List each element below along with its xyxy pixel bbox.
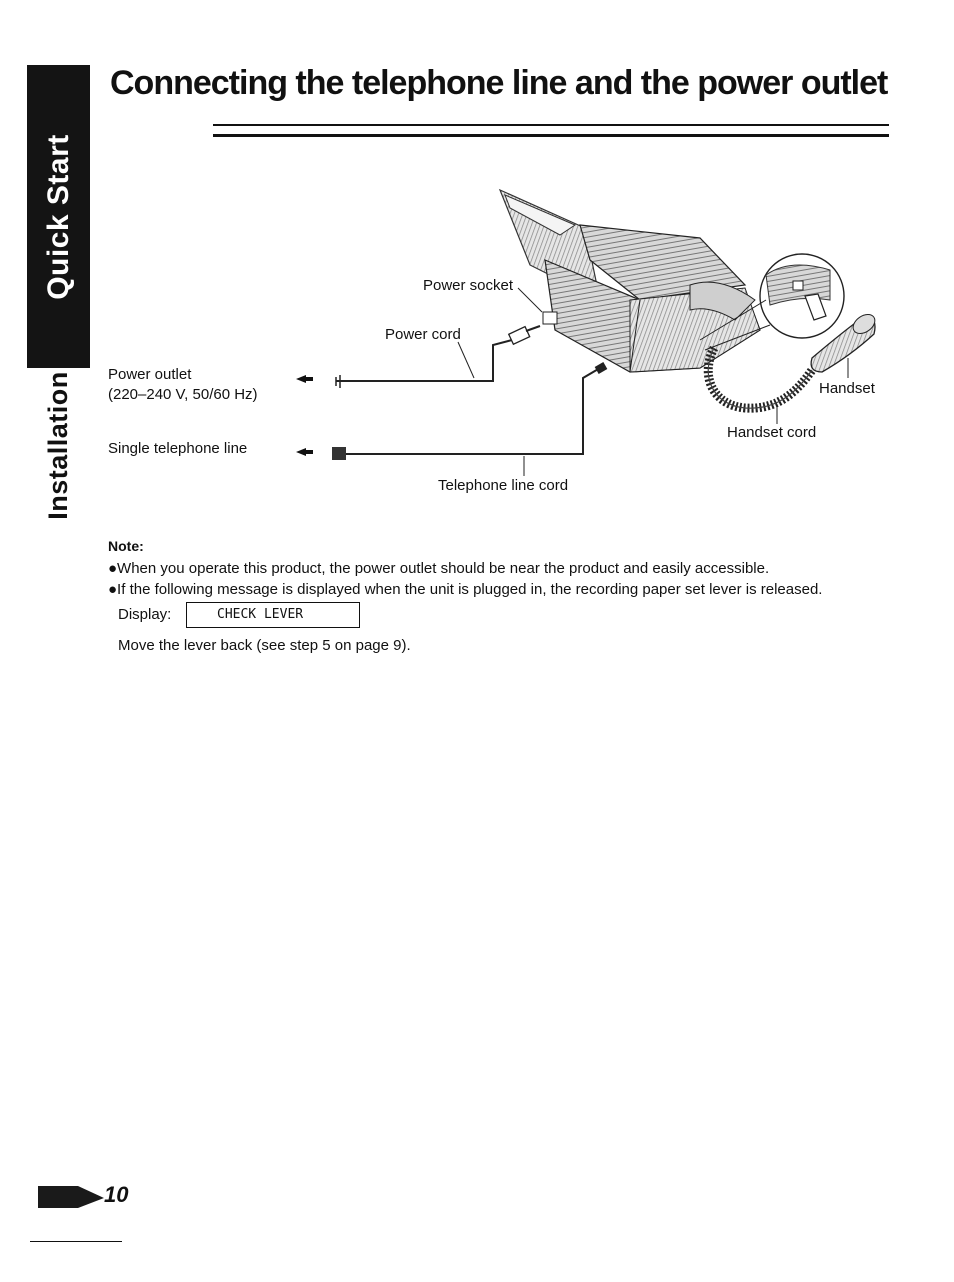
footer-rule: [30, 1241, 122, 1242]
telephone-line-arrow: [296, 448, 313, 456]
telephone-line-cord: [332, 362, 607, 460]
power-outlet-arrow: [296, 375, 313, 383]
page-number: 10: [104, 1182, 129, 1207]
display-label: Display:: [118, 606, 172, 623]
single-telephone-line-label: Single telephone line: [108, 440, 248, 457]
handset-cord-label: Handset cord: [727, 424, 817, 441]
note-instruction: Move the lever back (see step 5 on page 9).: [118, 637, 411, 654]
fax-machine-illustration: [500, 190, 760, 372]
power-outlet-spec-label: (220–240 V, 50/60 Hz): [108, 386, 258, 403]
power-outlet-label: Power outlet: [108, 366, 192, 383]
power-cord-label: Power cord: [385, 326, 461, 343]
display-message-box: CHECK LEVER: [186, 602, 360, 628]
power-socket-label: Power socket: [423, 277, 514, 294]
quick-start-tab-label: Quick Start: [41, 133, 75, 300]
note-bullet-2: ●If the following message is displayed when the unit is plugged in, the recording paper set lever is released.: [108, 581, 823, 598]
page-title: Connecting the telephone line and the power outlet: [110, 64, 888, 102]
page-tab-marker: [38, 1180, 108, 1210]
telephone-line-cord-label: Telephone line cord: [438, 477, 569, 494]
note-heading: Note:: [108, 538, 144, 554]
installation-tab-label: Installation: [43, 370, 74, 520]
handset-cord-coil: [708, 348, 812, 408]
note-bullet-1: ●When you operate this product, the power outlet should be near the product and easily accessible.: [108, 560, 770, 577]
handset-label: Handset: [819, 380, 875, 397]
